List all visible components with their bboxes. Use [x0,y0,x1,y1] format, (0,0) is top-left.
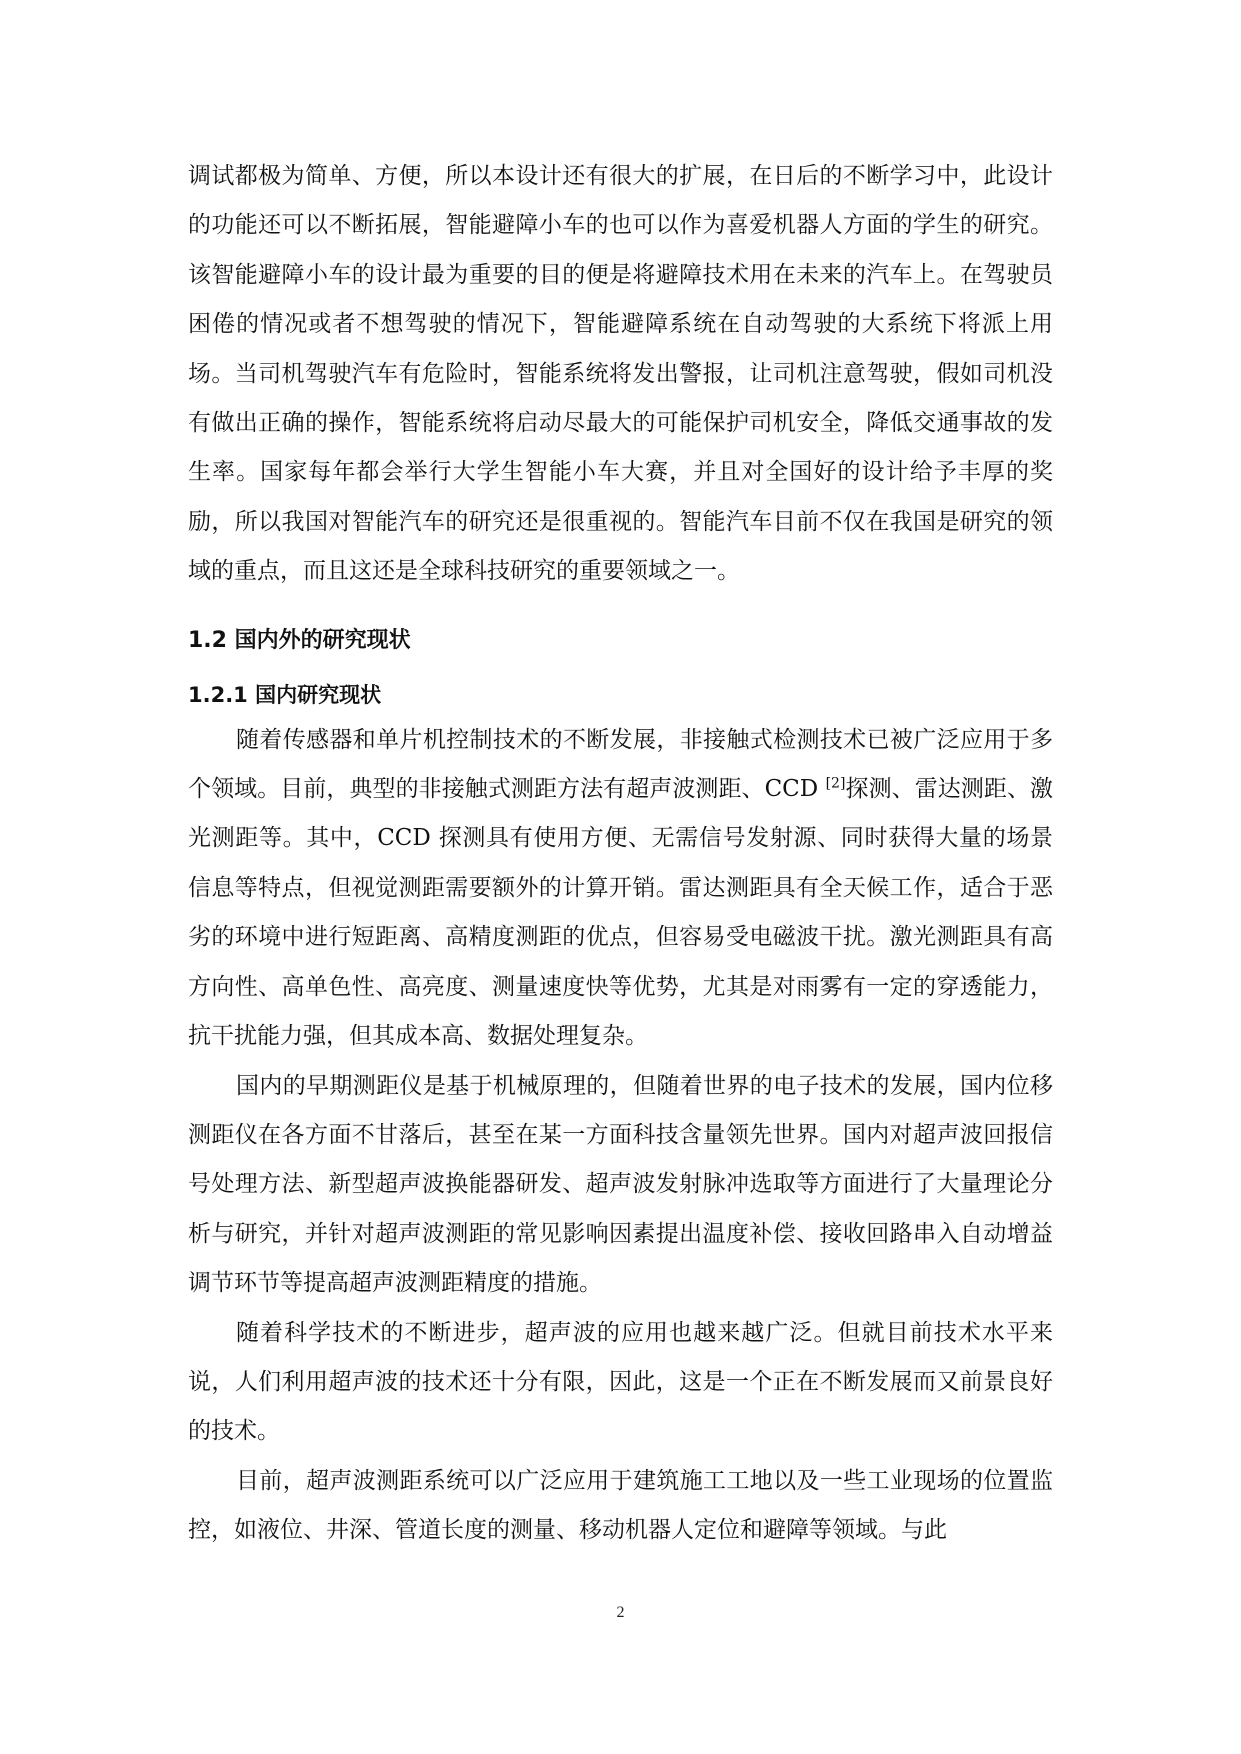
paragraph-domestic-2: 国内的早期测距仪是基于机械原理的，但随着世界的电子技术的发展，国内位移测距仪在各方面不甘落后，甚至在某一方面科技含量领先世界。国内对超声波回报信号处理方法、新型超声波换能器研发、超声波发射脉冲选取等方面进行了大量理论分析与研究，并针对超声波测距的常见影响因素提出温度补偿、接收回路串入自动增益调节环节等提高超声波测距精度的措施。 [188,1072,1053,1297]
paragraph-intro-continued: 调试都极为简单、方便，所以本设计还有很大的扩展，在日后的不断学习中，此设计的功能还可以不断拓展，智能避障小车的也可以作为喜爱机器人方面的学生的研究。该智能避障小车的设计最为重要的目的便是将避障技术用在未来的汽车上。在驾驶员困倦的情况或者不想驾驶的情况下，智能避障系统在自动驾驶的大系统下将派上用场。当司机驾驶汽车有危险时，智能系统将发出警报，让司机注意驾驶，假如司机没有做出正确的操作，智能系统将启动尽最大的可能保护司机安全，降低交通事故的发生率。国家每年都会举行大学生智能小车大赛，并且对全国好的设计给予丰厚的奖励，所以我国对智能汽车的研究还是很重视的。智能汽车目前不仅在我国是研究的领域的重点，而且这还是全球科技研究的重要领域之一。 [188,163,1053,585]
paragraph-domestic-1 [188,716,1053,1062]
paragraph-domestic-1-part-b: 探测、雷达测距、激光测距等。其中，CCD 探测具有使用方便、无需信号发射源、同时获得大量的场景信息等特点，但视觉测距需要额外的计算开销。雷达测距具有全天候工作，适合于恶劣的环境中进行短距离、高精度测距的优点，但容易受电磁波干扰。激光测距具有高方向性、高单色性、高亮度、测量速度快等优势，尤其是对雨雾有一定的穿透能力，抗干扰能力强，但其成本高、数据处理复杂。 [188,776,1054,1050]
paragraph-domestic-4: 目前，超声波测距系统可以广泛应用于建筑施工工地以及一些工业现场的位置监控，如液位、井深、管道长度的测量、移动机器人定位和避障等领域。与此 [188,1467,1053,1544]
page-body [188,152,1053,1556]
paragraph-domestic-3: 随着科学技术的不断进步，超声波的应用也越来越广泛。但就目前技术水平来说，人们利用超声波的技术还十分有限，因此，这是一个正在不断发展而又前景良好的技术。 [188,1319,1053,1445]
citation-ref: [2] [825,775,846,792]
subsection-heading-1-2-1: 1.2.1 国内研究现状 [188,682,382,707]
paragraph-domestic-1-part-a: 随着传感器和单片机控制技术的不断发展，非接触式检测技术已被广泛应用于多个领域。目前，典型的非接触式测距方法有超声波测距、CCD [188,726,1053,803]
section-heading-1-2: 1.2 国内外的研究现状 [188,627,411,653]
page-number: 2 [616,1604,625,1621]
